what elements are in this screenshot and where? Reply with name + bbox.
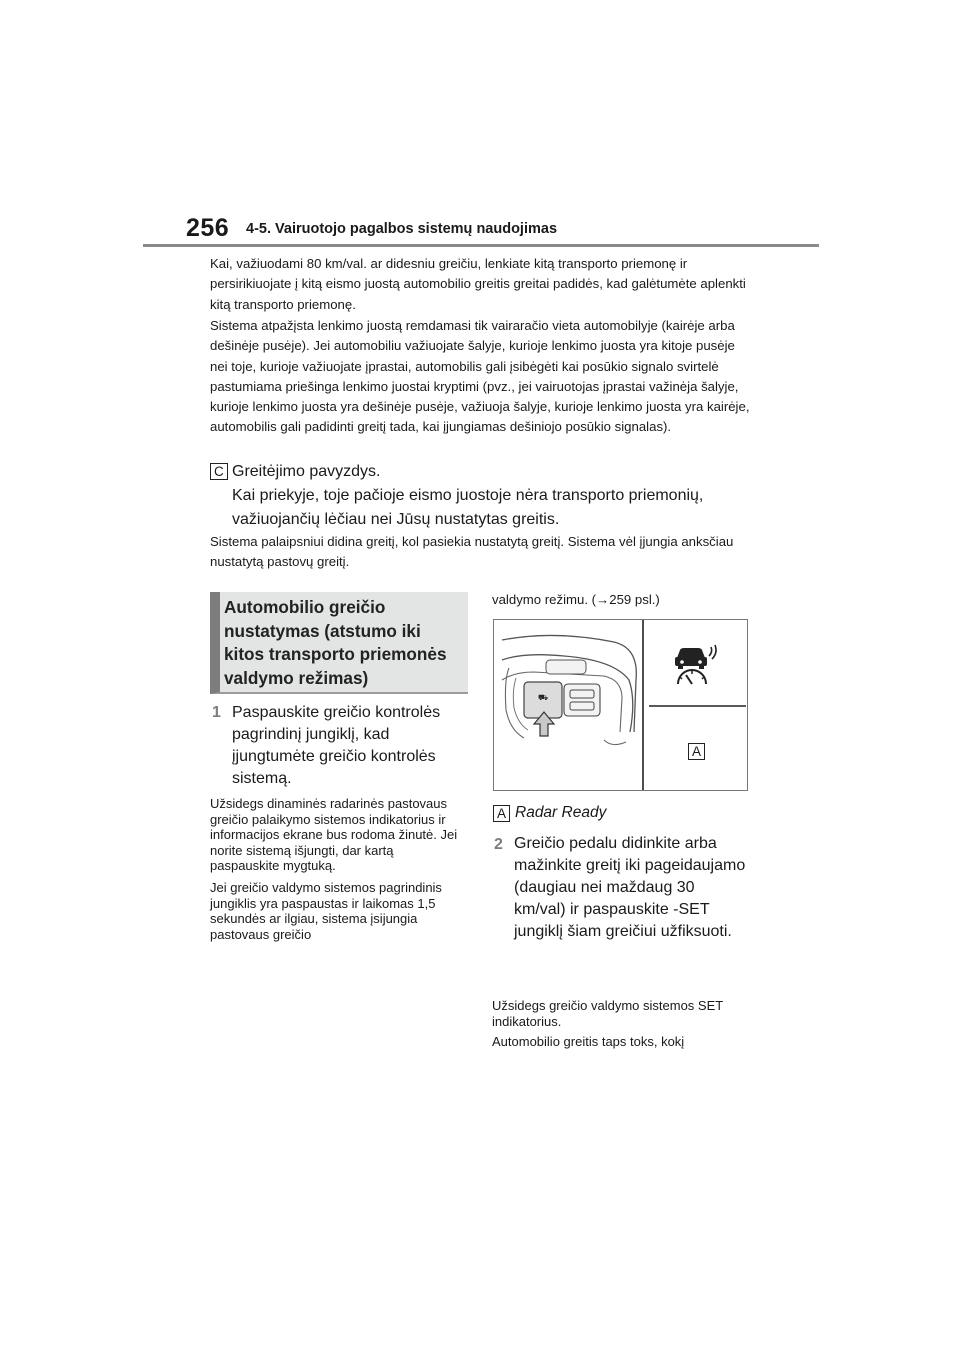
continued-text: valdymo režimu. (→259 psl.) [492, 592, 660, 607]
radar-ready-caption: Radar Ready [515, 804, 607, 821]
page-number: 256 [186, 214, 230, 242]
step-2-note-2: Automobilio greitis taps toks, kokį [492, 1034, 685, 1049]
step-2-number: 2 [494, 836, 503, 853]
step-1-note-2: Jei greičio valdymo sistemos pagrindinis jungiklis yra paspaustas ir laikomas 1,5 sekundės ar ilgiau, sistema įsijungia pastovaus greičio [210, 880, 442, 942]
step-1-note-1: Užsidegs dinaminės radarinės pastovaus greičio palaikymo sistemos indikatorius ir informacijos ekrane bus rodoma žinutė. Jei norite sistemą išjungti, dar kartą paspauskite mygtuką. [210, 796, 458, 873]
intro-paragraph-2: Sistema atpažįsta lenkimo juostą remdamasi tik vairaračio vieta automobilyje (kairėje arba dešinėje pusėje). Jei automobiliu važiuojate šalyje, kurioje lenkimo juosta yra kitoje pusėje nei toje, kurioje važiuojate įprastai, automobilis gali įsibėgėti kai posūkio signalo svirtelė pastumiama priešinga lenkimo juostai kryptimi (pvz., jei vairuotojas įprastai važinėja šalyje, kurioje lenkimo juosta yra dešinėje pusėje, važiuoja šalyje, kurioje lenkimo juosta yra kairėje, automobilis gali padidinti greitį tada, kai įjungiamas dešiniojo posūkio signalas). [210, 318, 750, 435]
svg-text:⛟: ⛟ [538, 693, 549, 702]
steering-wheel-illustration [494, 620, 747, 790]
intro-paragraph-1: Kai, važiuodami 80 km/val. ar didesniu greičiu, lenkiate kitą transporto priemonę ir persirikiuojate į kitą eismo juostą automobilio greitis greitai padidės, kad galėtumėte aplenkti kitą transporto priemonę. [210, 256, 746, 312]
chapter-title: 4-5. Vairuotojo pagalbos sistemų naudojimas [246, 221, 558, 237]
section-title: Automobilio greičio nustatymas (atstumo iki kitos transporto priemonės valdymo režimas) [224, 597, 447, 688]
step-2-note-1: Užsidegs greičio valdymo sistemos SET indikatorius. [492, 998, 723, 1029]
example-title: Greitėjimo pavyzdys. [232, 463, 381, 480]
step-1-text: Paspauskite greičio kontrolės pagrindinį jungiklį, kad įjungtumėte greičio kontrolės sistemą. [232, 704, 441, 787]
radar-cruise-icon [675, 645, 716, 684]
figure-label-a: A [688, 743, 705, 760]
caption-label-a: A [493, 805, 510, 822]
steering-switch-figure [493, 619, 748, 791]
step-1-number: 1 [212, 704, 221, 721]
example-note: Sistema palaipsniui didina greitį, kol pasiekia nustatytą greitį. Sistema vėl įjungia anksčiau nustatytą pastovų greitį. [210, 534, 734, 570]
step-2-text: Greičio pedalu didinkite arba mažinkite greitį iki pageidaujamo (daugiau nei maždaug 30 km/val) ir paspauskite -SET jungiklį šiam greičiui užfiksuoti. [514, 835, 746, 940]
header-rule [143, 244, 819, 247]
label-c: C [210, 463, 228, 480]
example-text: Kai priekyje, toje pačioje eismo juostoje nėra transporto priemonių, važiuojančių lėčiau nei Jūsų nustatytas greitis. [232, 487, 704, 528]
